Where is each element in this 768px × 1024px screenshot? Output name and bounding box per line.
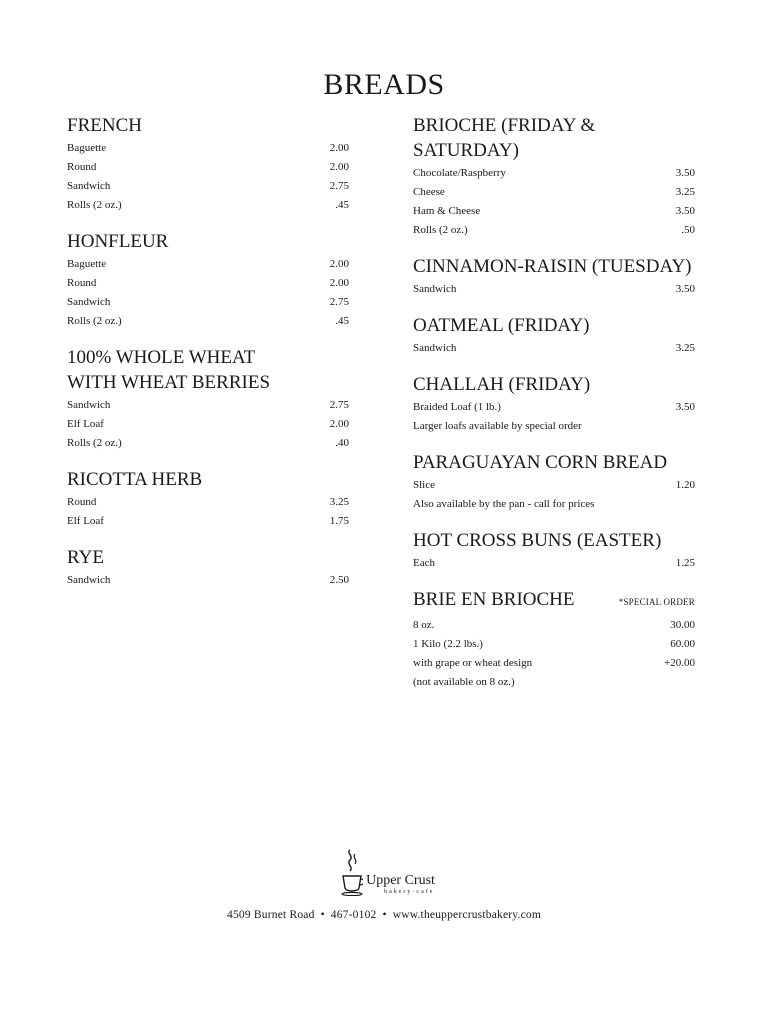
item-name: Larger loafs available by special order	[413, 420, 582, 432]
menu-item	[413, 280, 695, 299]
left-column	[67, 113, 349, 604]
menu-item	[413, 398, 695, 417]
brand-name: Upper Crust	[366, 873, 435, 888]
section-title	[67, 229, 349, 254]
menu-item	[413, 654, 695, 673]
section-title-text: CHALLAH (FRIDAY)	[413, 374, 591, 395]
section-challah-friday	[413, 372, 695, 436]
coffee-cup-icon	[341, 848, 363, 896]
section-ricotta-herb	[67, 467, 349, 531]
right-column	[413, 113, 695, 706]
item-price: 2.00	[329, 418, 349, 430]
section-title	[413, 113, 695, 163]
menu-item	[67, 312, 349, 331]
item-price: .45	[335, 315, 349, 327]
menu-item	[413, 616, 695, 635]
item-price: .45	[335, 199, 349, 211]
item-price: 3.50	[675, 205, 695, 217]
item-name: 8 oz.	[413, 619, 435, 631]
menu-item	[413, 339, 695, 358]
item-name: 1 Kilo (2.2 lbs.)	[413, 638, 483, 650]
item-price: .50	[681, 224, 695, 236]
item-price: 3.25	[675, 186, 695, 198]
item-price: .40	[335, 437, 349, 449]
item-name: Sandwich	[67, 180, 111, 192]
item-name: Ham & Cheese	[413, 205, 481, 217]
item-name: Rolls (2 oz.)	[67, 437, 122, 449]
page-title: BREADS	[323, 68, 445, 102]
section-rye	[67, 545, 349, 590]
item-name: Braided Loaf (1 lb.)	[413, 401, 501, 413]
bullet-separator: •	[320, 909, 325, 921]
item-name: Baguette	[67, 258, 107, 270]
item-price: 30.00	[670, 619, 695, 631]
item-price: +20.00	[664, 657, 695, 669]
item-name: Rolls (2 oz.)	[67, 315, 122, 327]
menu-item	[67, 274, 349, 293]
section-title-text: BRIE EN BRIOCHE	[413, 589, 575, 610]
brand-tagline: bakery·cafe	[384, 889, 435, 895]
menu-item	[67, 415, 349, 434]
section-title-text: 100% WHOLE WHEAT WITH WHEAT BERRIES	[67, 347, 271, 393]
section-oatmeal-friday	[413, 313, 695, 358]
footer	[0, 848, 768, 921]
section-hot-cross-buns-easter	[413, 528, 695, 573]
menu-item	[67, 177, 349, 196]
menu-item	[413, 495, 695, 514]
brand	[366, 874, 435, 896]
menu-item	[67, 139, 349, 158]
logo	[341, 848, 435, 896]
phone-number: 467-0102	[330, 909, 377, 921]
item-name: Sandwich	[67, 574, 111, 586]
item-name: (not available on 8 oz.)	[413, 676, 515, 688]
menu-item	[413, 476, 695, 495]
section-title	[67, 467, 349, 492]
bullet-separator: •	[382, 909, 387, 921]
item-name: Rolls (2 oz.)	[67, 199, 122, 211]
section-french	[67, 113, 349, 215]
section-brie-en-brioche	[413, 587, 695, 692]
item-price: 3.25	[329, 496, 349, 508]
section-title	[413, 254, 695, 279]
menu-item	[67, 434, 349, 453]
item-price: 3.50	[675, 283, 695, 295]
menu-item	[67, 255, 349, 274]
address: 4509 Burnet Road	[227, 909, 315, 921]
menu-item	[413, 417, 695, 436]
item-price: 1.20	[675, 479, 695, 491]
item-price: 60.00	[670, 638, 695, 650]
item-price: 2.50	[329, 574, 349, 586]
item-price: 1.75	[329, 515, 349, 527]
item-price: 2.75	[329, 180, 349, 192]
menu-item	[67, 196, 349, 215]
section-title-text: RYE	[67, 547, 104, 568]
item-price: 2.75	[329, 296, 349, 308]
menu-item	[67, 158, 349, 177]
item-name: Round	[67, 277, 97, 289]
item-name: with grape or wheat design	[413, 657, 533, 669]
item-name: Elf Loaf	[67, 515, 104, 527]
section-brioche-friday-saturday	[413, 113, 695, 240]
item-name: Sandwich	[413, 342, 457, 354]
section-title-text: PARAGUAYAN CORN BREAD	[413, 452, 668, 473]
menu-item	[413, 673, 695, 692]
item-name: Round	[67, 496, 97, 508]
section-title	[413, 587, 695, 615]
item-price: 3.50	[675, 167, 695, 179]
section-title	[67, 345, 297, 395]
section-paraguayan-corn-bread	[413, 450, 695, 514]
section-title	[413, 528, 695, 553]
item-name: Chocolate/Raspberry	[413, 167, 506, 179]
section-title-text: CINNAMON-RAISIN (TUESDAY)	[413, 256, 692, 277]
item-name: Elf Loaf	[67, 418, 104, 430]
menu-item	[413, 554, 695, 573]
item-price: 2.00	[329, 258, 349, 270]
menu-item	[67, 571, 349, 590]
item-name: Sandwich	[67, 399, 111, 411]
menu-item	[413, 635, 695, 654]
item-price: 2.00	[329, 161, 349, 173]
menu-item	[67, 293, 349, 312]
menu-item	[67, 396, 349, 415]
menu-item	[413, 164, 695, 183]
menu-item	[67, 512, 349, 531]
section-cinnamon-raisin-tuesday	[413, 254, 695, 299]
item-name: Sandwich	[67, 296, 111, 308]
item-name: Sandwich	[413, 283, 457, 295]
item-name: Also available by the pan - call for prices	[413, 498, 595, 510]
section-100-whole-wheat-with-wheat-berries	[67, 345, 349, 453]
section-title-text: OATMEAL (FRIDAY)	[413, 315, 590, 336]
contact-line	[0, 909, 768, 921]
item-price: 3.25	[675, 342, 695, 354]
item-name: Cheese	[413, 186, 445, 198]
section-honfleur	[67, 229, 349, 331]
item-name: Rolls (2 oz.)	[413, 224, 468, 236]
section-title-text: FRENCH	[67, 115, 142, 136]
section-title	[67, 113, 349, 138]
item-price: 2.75	[329, 399, 349, 411]
section-title	[413, 450, 695, 475]
special-order-note: *SPECIAL ORDER	[618, 597, 695, 607]
item-price: 2.00	[329, 142, 349, 154]
section-title-text: HOT CROSS BUNS (EASTER)	[413, 530, 662, 551]
item-price: 1.25	[675, 557, 695, 569]
menu-item	[67, 493, 349, 512]
section-title-text: BRIOCHE (FRIDAY & SATURDAY)	[413, 115, 596, 161]
menu-item	[413, 202, 695, 221]
item-name: Each	[413, 557, 435, 569]
item-price: 2.00	[329, 277, 349, 289]
section-title-text: HONFLEUR	[67, 231, 169, 252]
item-price: 3.50	[675, 401, 695, 413]
item-name: Slice	[413, 479, 435, 491]
section-title	[67, 545, 349, 570]
section-title	[413, 313, 695, 338]
website-link[interactable]: www.theuppercrustbakery.com	[392, 909, 541, 921]
menu-item	[413, 183, 695, 202]
section-title-text: RICOTTA HERB	[67, 469, 203, 490]
section-title	[413, 372, 695, 397]
item-name: Round	[67, 161, 97, 173]
menu-item	[413, 221, 695, 240]
item-name: Baguette	[67, 142, 107, 154]
